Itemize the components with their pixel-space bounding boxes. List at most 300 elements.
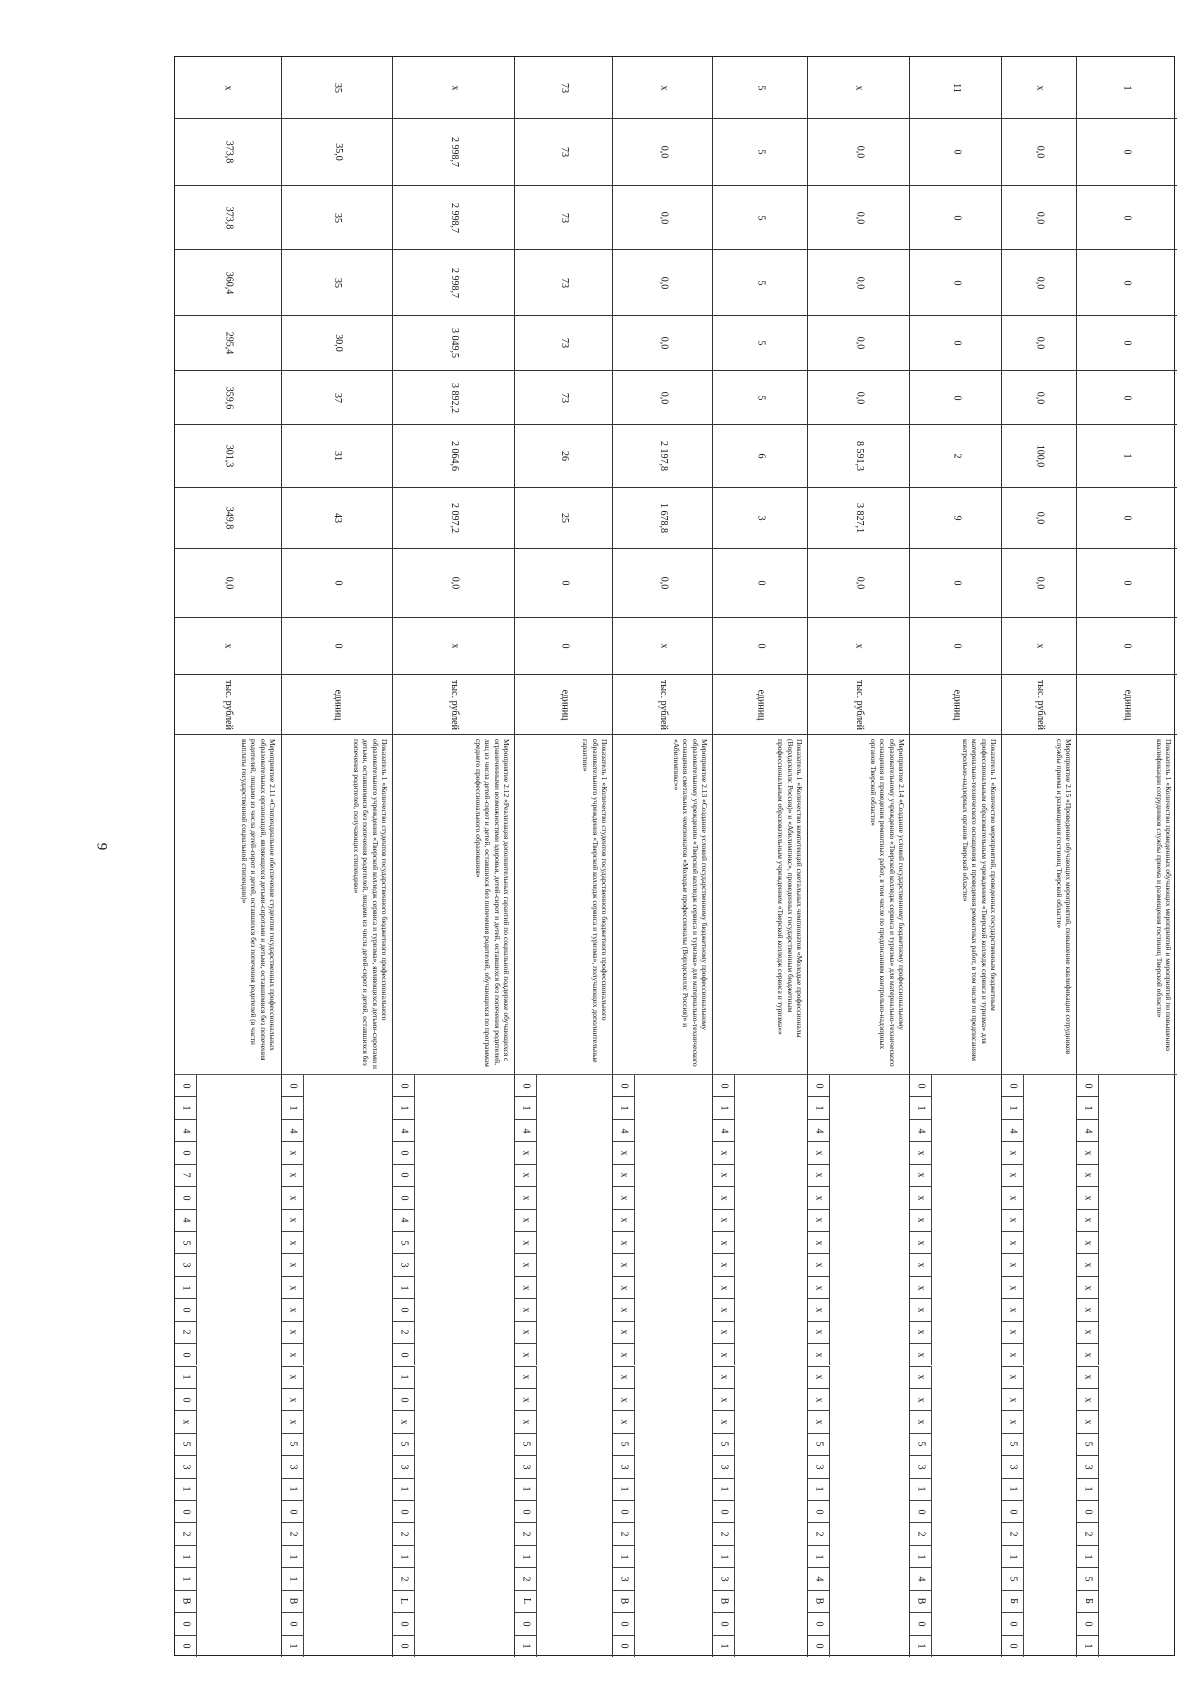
description-text: Показатель 1 «Количество студентов государственного бюджетного профессионального образовательного учреждения «Тверской колледж сервиса и туризма», являющихся детьми-сиротами и детьми, оставшимися без попечения родителей, лицами из числа детей-сирот и детей, оставшихся без попечения родителей, получающих стипендию» [351, 739, 389, 1069]
code-top-border [1077, 1074, 1177, 1075]
code-digit [393, 1612, 415, 1634]
value-text: 100,0 [1034, 444, 1046, 468]
code-digit [1002, 1209, 1024, 1231]
code-digit [1002, 1410, 1024, 1432]
code-digit [808, 1433, 830, 1455]
value-text: 1 [1121, 453, 1133, 459]
code-digit-text: 0 [718, 1083, 730, 1089]
code-digit-text: 4 [398, 1217, 410, 1223]
code-digit [282, 1522, 304, 1544]
code-digit-text: 1 [398, 1486, 410, 1492]
code-digit-text: 0 [398, 1643, 410, 1649]
code-digit [175, 1567, 197, 1589]
table-row [807, 57, 909, 1657]
description-cell [393, 734, 515, 1074]
value-cell [282, 185, 393, 249]
unit-text: тыс. рублей [222, 679, 234, 730]
code-digit-text: 0 [398, 1621, 410, 1627]
code-digit-text: 3 [1082, 1464, 1094, 1470]
description-cell [1002, 734, 1077, 1074]
value-cell [613, 315, 713, 370]
value-text: 0,0 [658, 576, 670, 590]
value-text: 0,0 [1034, 211, 1046, 224]
code-digit [1077, 1276, 1099, 1298]
code-digit-text: 1 [520, 1554, 532, 1560]
code-digit-text: 5 [398, 1240, 410, 1246]
code-digit [613, 1231, 635, 1253]
code-digit-text: x [520, 1352, 532, 1358]
code-digit-text: x [520, 1285, 532, 1290]
value-cell [1077, 118, 1177, 185]
value-cell [175, 185, 281, 249]
description-text: Мероприятие 2.14 «Создание условий государственному бюджетному профессиональному образовательному учреждению «Тверской колледж сервиса и туризма» для материально-технического оснащения и проведения ремонтных работ, в том числе по предписаниям контрольно-надзорных органов Тверской области» [869, 739, 907, 1067]
code-digit-text: 1 [520, 1486, 532, 1492]
code-digit-text: x [915, 1329, 927, 1335]
code-digit [713, 1186, 735, 1208]
code-digit [910, 1321, 932, 1343]
code-digit-text: x [915, 1217, 927, 1223]
unit-cell [713, 674, 808, 734]
value-text: 35 [332, 277, 344, 288]
code-digit-text: x [618, 1419, 630, 1425]
code-digit [1002, 1074, 1024, 1096]
code-digit-text: 0 [1007, 1643, 1019, 1649]
value-text: 2 064,6 [449, 441, 461, 471]
value-text: 43 [332, 513, 344, 523]
unit-text: единиц [332, 689, 344, 720]
code-digit-text: 2 [398, 1531, 410, 1537]
code-digit [613, 1209, 635, 1231]
code-digit-text: 3 [520, 1464, 532, 1470]
code-digit-text: 5 [1082, 1576, 1094, 1582]
code-digit [175, 1366, 197, 1388]
value-text: 373,8 [222, 140, 234, 164]
value-text: 0,0 [853, 276, 865, 289]
code-digit [1077, 1567, 1099, 1589]
value-text: 0 [332, 580, 344, 586]
table-row [514, 57, 612, 1657]
code-digit [613, 1455, 635, 1477]
table-row [712, 57, 807, 1657]
code-digit-text: 3 [180, 1262, 192, 1268]
code-digit [1002, 1567, 1024, 1589]
code-digit-text: 4 [398, 1128, 410, 1134]
value-cell [713, 57, 808, 118]
code-digit-text: 0 [180, 1352, 192, 1358]
value-cell [515, 487, 613, 548]
unit-cell [1002, 674, 1077, 734]
code-digit-text: x [813, 1285, 825, 1290]
value-cell [393, 424, 515, 487]
code-digit-text: x [718, 1150, 730, 1156]
code-digit-text: 0 [398, 1352, 410, 1358]
code-digit-text: x [1007, 1285, 1019, 1290]
code-digit-text: 0 [398, 1195, 410, 1201]
code-digit-text: x [1082, 1419, 1094, 1425]
code-digit [1002, 1141, 1024, 1163]
code-digit [613, 1478, 635, 1500]
code-digit-text: x [1007, 1217, 1019, 1223]
value-cell [1002, 617, 1077, 674]
code-digit [282, 1410, 304, 1432]
code-digit-text: 0 [1007, 1083, 1019, 1089]
code-digit-text: 1 [718, 1554, 730, 1560]
description-text: Показатель 1 «Количество мероприятий, проведенных государственным бюджетным профессиональным образовательным учреждением «Тверской колледж сервиса и туризма» для материально-технического оснащения и проведения ремонтных работ, в том числе по предписаниям контрольно-надзорных органов Тверской области» [961, 739, 999, 1062]
value-cell [515, 548, 613, 617]
code-digit [282, 1141, 304, 1163]
code-digit [1002, 1119, 1024, 1141]
code-digit [613, 1321, 635, 1343]
code-digit-text: 4 [813, 1576, 825, 1582]
value-text: 5 [755, 395, 767, 400]
description-text: Мероприятие 2.13 «Создание условий государственному бюджетному профессиональному образовательному учреждению «Тверской колледж сервиса и туризма» для материально-технического оснащения сметальных чемпионатов «Молодые профессионалы (Ворлдскиллс Россия)» и «Абилимпикс»» [672, 739, 710, 1067]
code-digit-text: 0 [1007, 1509, 1019, 1515]
code-digit-text: 0 [813, 1643, 825, 1649]
code-digit-text: 0 [1007, 1621, 1019, 1627]
code-digit-text: x [287, 1217, 299, 1223]
code-digit-text: 0 [398, 1509, 410, 1515]
value-text: 35,0 [332, 143, 344, 161]
value-cell [515, 185, 613, 249]
code-digit-text: 1 [618, 1554, 630, 1560]
description-cell [282, 734, 393, 1074]
value-text: 0 [1121, 580, 1133, 586]
value-text: 73 [559, 338, 571, 348]
code-digit-text: 1 [718, 1643, 730, 1649]
code-digit [282, 1545, 304, 1567]
code-digit-text: x [180, 1419, 192, 1425]
description-text: Показатель 1 «Количество компетенций сметальных чемпионатов «Молодые профессионалы (Ворлдскиллс Россия)» и «Абилимпикс», проведенных государственным бюджетным профессиональным образовательным учреждением «Тверской колледж сервиса и туризма»» [776, 739, 804, 1038]
code-digit-text: x [915, 1172, 927, 1178]
code-digit [282, 1455, 304, 1477]
code-digit-text: 3 [718, 1576, 730, 1582]
value-text: 5 [755, 215, 767, 220]
code-digit [282, 1478, 304, 1500]
value-cell [175, 57, 281, 118]
code-digit [1002, 1186, 1024, 1208]
value-text: x [222, 643, 234, 649]
table-row [392, 57, 514, 1657]
code-digit [910, 1253, 932, 1275]
code-digit-text: x [915, 1285, 927, 1290]
value-cell [910, 57, 1002, 118]
code-digit-text: 0 [287, 1621, 299, 1627]
code-digit [393, 1545, 415, 1567]
code-digit [910, 1343, 932, 1365]
code-digit-text: x [718, 1397, 730, 1403]
code-digit-text: 1 [287, 1105, 299, 1111]
code-digit-text: x [718, 1172, 730, 1178]
value-cell [1002, 370, 1077, 424]
code-digit [910, 1141, 932, 1163]
value-text: 26 [559, 451, 571, 461]
code-digit-text: x [1082, 1307, 1094, 1313]
value-text: 2 [951, 453, 963, 459]
code-digit-text: x [1082, 1172, 1094, 1178]
code-digit-text: x [1082, 1374, 1094, 1380]
unit-text: единиц [559, 689, 571, 720]
code-digit-text: 4 [520, 1128, 532, 1134]
code-digit [1077, 1209, 1099, 1231]
code-digit-text: 5 [398, 1441, 410, 1447]
code-digit-text: x [520, 1172, 532, 1178]
code-digit [713, 1590, 735, 1612]
code-digit-text: x [1082, 1240, 1094, 1246]
code-digit [808, 1522, 830, 1544]
value-cell [515, 57, 613, 118]
code-digit-text: 7 [180, 1172, 192, 1178]
code-digit-text: 4 [718, 1128, 730, 1134]
code-digit-text: x [287, 1352, 299, 1358]
code-digit-text: x [718, 1352, 730, 1358]
value-cell [713, 424, 808, 487]
code-digit-text: 5 [287, 1441, 299, 1447]
code-digit-text: x [718, 1262, 730, 1268]
code-digit [808, 1635, 830, 1657]
value-text: 0 [1121, 340, 1133, 346]
code-digit-text: x [520, 1262, 532, 1268]
code-digit [910, 1096, 932, 1118]
code-digit-text: x [1007, 1195, 1019, 1201]
code-digit [713, 1635, 735, 1657]
code-digit-text: 0 [1082, 1083, 1094, 1089]
code-top-border [613, 1074, 713, 1075]
value-text: x [449, 643, 461, 649]
description-text: Мероприятие 2.12 «Реализация дополнительных гарантий по социальной поддержке обучающихся с ограниченными возможностями здоровья, детей-сирот и детей, оставшихся без попечения родителей, лиц из числа детей-сирот и детей, оставшихся без попечения родителей, обучающихся по программам среднего профессионального образования» [474, 739, 512, 1068]
code-digit-text: x [287, 1419, 299, 1425]
code-digit [515, 1276, 537, 1298]
code-digit-text: x [520, 1307, 532, 1313]
unit-cell [808, 674, 910, 734]
code-digit-text: 1 [398, 1285, 410, 1290]
program-table [174, 56, 1175, 1656]
code-digit-text: x [718, 1195, 730, 1201]
code-digit [282, 1567, 304, 1589]
value-cell [393, 370, 515, 424]
value-cell [1002, 118, 1077, 185]
code-digit [1002, 1455, 1024, 1477]
code-digit-text: 1 [180, 1486, 192, 1492]
value-text: 25 [559, 513, 571, 523]
code-digit [713, 1141, 735, 1163]
value-text: 31 [332, 451, 344, 461]
value-cell [1002, 57, 1077, 118]
code-digit [515, 1074, 537, 1096]
value-text: 0 [1121, 643, 1133, 649]
value-cell [613, 185, 713, 249]
code-digit-text: 2 [520, 1576, 532, 1582]
code-digit [808, 1119, 830, 1141]
code-digit-text: x [520, 1419, 532, 1425]
code-digit [393, 1119, 415, 1141]
code-digit-text: 1 [520, 1105, 532, 1111]
code-digit-text: 2 [915, 1531, 927, 1537]
code-digit-text: 2 [618, 1531, 630, 1537]
value-text: x [853, 85, 865, 90]
value-cell [282, 617, 393, 674]
description-cell [175, 734, 281, 1074]
code-digit-text: x [618, 1240, 630, 1246]
description-cell [1077, 734, 1177, 1074]
code-digit-text: x [813, 1397, 825, 1403]
value-cell [1077, 617, 1177, 674]
value-cell [1002, 249, 1077, 315]
code-digit-text: 0 [813, 1083, 825, 1089]
code-digit-text: 1 [915, 1486, 927, 1492]
code-digit [808, 1500, 830, 1522]
code-digit [1077, 1545, 1099, 1567]
code-digit-text: 5 [718, 1441, 730, 1447]
value-cell [175, 249, 281, 315]
code-digit [175, 1074, 197, 1096]
code-digit-text: 0 [618, 1083, 630, 1089]
code-digit [393, 1388, 415, 1410]
description-text: Мероприятие 2.11 «Стипендиальное обеспечение студентов государственных профессиональных образовательных организаций, являющихся детьми-сиротами и детьми, оставшимися без попечения родителей, лицами из числа детей-сирот и детей, оставшихся без попечения родителей (в части выплаты государственной социальной стипендии)» [239, 739, 277, 1061]
code-digit-text: 4 [618, 1128, 630, 1134]
value-text: 0,0 [1034, 391, 1046, 404]
code-digit [175, 1545, 197, 1567]
table-row [1001, 57, 1076, 1657]
value-cell [613, 370, 713, 424]
value-text: 1 678,8 [658, 503, 670, 533]
code-digit-text: x [398, 1419, 410, 1425]
table-row [281, 57, 392, 1657]
code-digit [1077, 1500, 1099, 1522]
code-digit-text: x [915, 1352, 927, 1358]
value-text: 0 [1121, 149, 1133, 155]
value-cell [910, 118, 1002, 185]
code-digit [1002, 1433, 1024, 1455]
value-text: 0 [951, 340, 963, 346]
code-digit [713, 1321, 735, 1343]
code-digit [613, 1635, 635, 1657]
code-digit-text: 1 [287, 1643, 299, 1649]
code-digit [393, 1141, 415, 1163]
code-digit-text: 0 [398, 1150, 410, 1156]
value-text: 3 [755, 515, 767, 521]
code-digit [393, 1096, 415, 1118]
value-text: x [658, 85, 670, 90]
value-cell [1077, 57, 1177, 118]
code-digit [808, 1186, 830, 1208]
value-text: 349,8 [222, 506, 234, 530]
code-digit [1077, 1343, 1099, 1365]
code-digit-text: x [1082, 1217, 1094, 1223]
code-digit-text: 0 [915, 1509, 927, 1515]
code-digit [393, 1321, 415, 1343]
code-digit-text: x [1082, 1262, 1094, 1268]
value-cell [613, 57, 713, 118]
code-digit-text: 1 [180, 1554, 192, 1560]
unit-text: тыс. рублей [853, 679, 865, 730]
value-text: x [449, 85, 461, 90]
code-digit [808, 1074, 830, 1096]
code-digit [175, 1186, 197, 1208]
unit-cell [393, 674, 515, 734]
code-digit [515, 1298, 537, 1320]
value-cell [1077, 548, 1177, 617]
code-digit [1077, 1433, 1099, 1455]
code-digit [808, 1231, 830, 1253]
code-digit [393, 1410, 415, 1432]
code-digit-text: 1 [1007, 1105, 1019, 1111]
code-digit-text: 0 [618, 1509, 630, 1515]
value-text: 73 [559, 212, 571, 223]
code-digit-text: x [718, 1329, 730, 1335]
code-digit [175, 1500, 197, 1522]
code-digit [910, 1276, 932, 1298]
code-digit-text: 1 [287, 1554, 299, 1560]
unit-text: тыс. рублей [658, 679, 670, 730]
code-digit [1077, 1096, 1099, 1118]
value-cell [613, 118, 713, 185]
code-digit-text: 1 [180, 1285, 192, 1290]
code-digit-text: x [915, 1419, 927, 1425]
code-digit [1077, 1635, 1099, 1657]
value-cell [175, 617, 281, 674]
code-digit [282, 1209, 304, 1231]
code-digit [515, 1119, 537, 1141]
code-digit-text: 5 [813, 1441, 825, 1447]
code-digit [613, 1522, 635, 1544]
code-digit [713, 1410, 735, 1432]
value-cell [910, 487, 1002, 548]
code-digit [808, 1590, 830, 1612]
code-digit [713, 1478, 735, 1500]
code-digit [910, 1522, 932, 1544]
code-digit [1077, 1231, 1099, 1253]
code-digit-text: 4 [915, 1128, 927, 1134]
code-digit [175, 1096, 197, 1118]
code-digit-text: 0 [180, 1643, 192, 1649]
code-digit-text: x [287, 1329, 299, 1335]
code-digit [515, 1366, 537, 1388]
value-cell [910, 185, 1002, 249]
code-digit-text: x [813, 1240, 825, 1246]
code-digit-text: 4 [1082, 1128, 1094, 1134]
code-digit [393, 1366, 415, 1388]
value-cell [910, 617, 1002, 674]
value-cell [910, 548, 1002, 617]
code-digit-text: x [520, 1150, 532, 1156]
code-digit [808, 1455, 830, 1477]
code-digit-text: 2 [813, 1531, 825, 1537]
value-cell [393, 487, 515, 548]
code-digit-text: x [718, 1217, 730, 1223]
value-cell [1002, 487, 1077, 548]
code-digit-text: 0 [718, 1509, 730, 1515]
description-cell [713, 734, 808, 1074]
code-digit-text: 1 [618, 1486, 630, 1492]
value-text: 73 [559, 277, 571, 288]
code-digit-text: 3 [1007, 1464, 1019, 1470]
value-text: 0,0 [658, 391, 670, 404]
code-digit-text: x [813, 1262, 825, 1268]
value-cell [808, 548, 910, 617]
value-cell [808, 370, 910, 424]
value-text: x [658, 643, 670, 649]
code-digit-text: B [287, 1598, 299, 1605]
value-text: 2 197,8 [658, 441, 670, 471]
code-digit-text: 2 [180, 1329, 192, 1335]
code-digit-text: x [1007, 1352, 1019, 1358]
code-digit-text: 2 [287, 1531, 299, 1537]
page-number: 9 [93, 842, 110, 851]
code-digit-text: x [1082, 1397, 1094, 1403]
code-digit-text: 1 [398, 1105, 410, 1111]
unit-text: тыс. рублей [1034, 679, 1046, 730]
value-cell [808, 487, 910, 548]
